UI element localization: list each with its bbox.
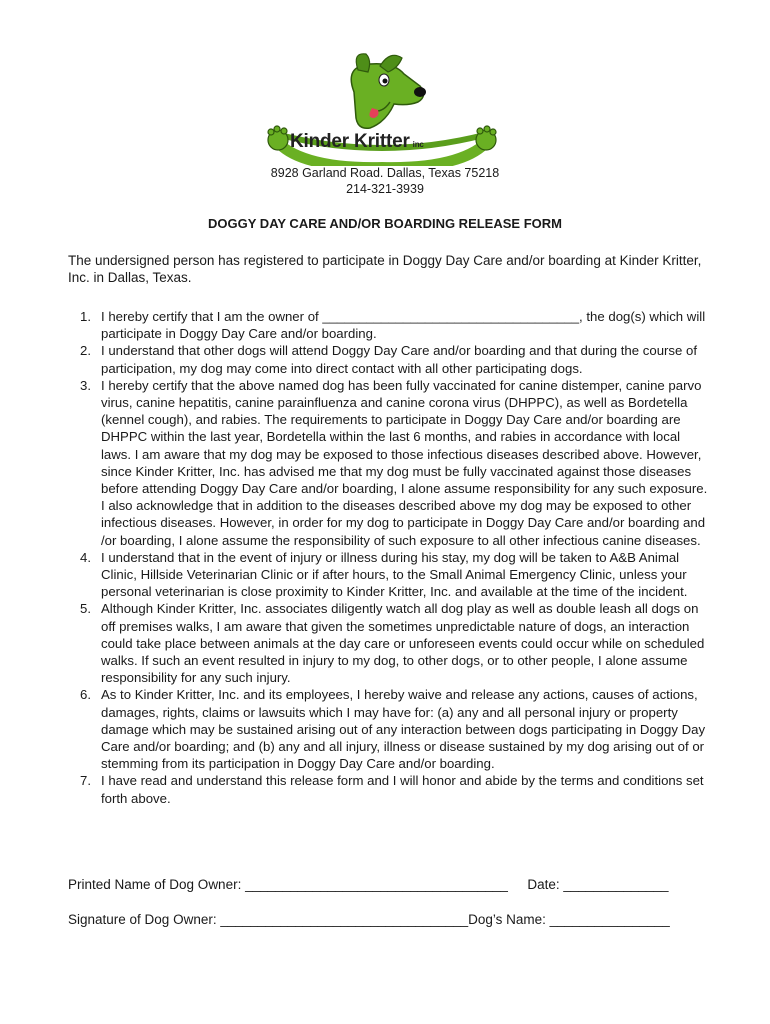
list-item (68, 308, 708, 342)
item-number: 5. (80, 601, 91, 617)
dog-name-field-tail[interactable]: ___ (647, 912, 670, 927)
form-title: DOGGY DAY CARE AND/OR BOARDING RELEASE FORM (208, 216, 562, 231)
terms-list (68, 308, 708, 807)
printed-name-row (68, 877, 708, 892)
item-number: 3. (80, 377, 91, 393)
list-item (68, 600, 708, 686)
dog-head-icon (351, 54, 426, 128)
item-text: I hereby certify that I am the owner of ___________________________________, the dog(s) which will participate in Doggy Day Care and/or boarding. (101, 309, 706, 342)
printed-name-field[interactable]: Printed Name of Dog Owner: ___________________________________ (68, 877, 508, 892)
item-number: 4. (80, 549, 91, 565)
company-suffix: inc (412, 140, 424, 149)
item-text: I understand that in the event of injury or illness during his stay, my dog will be taken to A&B Animal Clinic, Hillside Veterinarian Clinic or if after hours, to the Small Animal Emergency Clinic, unless your personal veterinarian is close proximity to Kinder Kritter, Inc. and available at the time of the incident. (101, 549, 688, 600)
form-intro: The undersigned person has registered to participate in Doggy Day Care and/or boarding at Kinder Kritter, Inc. in Dallas, Texas. (68, 253, 702, 285)
company-phone: 214-321-3939 (346, 182, 424, 196)
item-number: 7. (80, 773, 91, 789)
list-item (68, 549, 708, 601)
left-paw-icon (268, 126, 288, 150)
item-number: 2. (80, 343, 91, 359)
item-text: As to Kinder Kritter, Inc. and its employees, I hereby waive and release any actions, causes of actions, damages, rights, claims or lawsuits which I may have for: (a) any and all personal injury or property damage which may be sustained arising out of any interaction between dogs participating in Doggy Day Care and/or boarding; and (b) any and all injury, illness or disease sustained by my dog arising out of or stemming from its participation in Doggy Day Care and/or boarding. (101, 687, 706, 772)
item-text: I understand that other dogs will attend Doggy Day Care and/or boarding and that during the course of participation, my dog may come into direct contact with all other participating dogs. (101, 343, 698, 376)
list-item (68, 772, 708, 806)
item-text: I have read and understand this release form and I will honor and abide by the terms and conditions set forth above. (101, 773, 704, 806)
item-number: 1. (80, 309, 91, 324)
company-address: 8928 Garland Road. Dallas, Texas 75218 (270, 166, 500, 180)
list-item (68, 377, 708, 549)
item-number: 6. (80, 687, 91, 703)
right-paw-icon (476, 126, 496, 150)
signature-row (68, 912, 708, 927)
signature-and-dog-name-field[interactable]: Signature of Dog Owner: _________________________________Dog’s Name: _____________ (68, 912, 648, 927)
item-text: I hereby certify that the above named dog has been fully vaccinated for canine distemper, canine parvo virus, canine hepatitis, canine parainfluenza and canine corona virus (DHPPC), as well as Bordetella (kennel cough), and rabies. The requirements to participate in Doggy Day Care and/or boarding are DHPPC within the last year, Bordetella within the last 6 months, and rabies in accordance with local laws. I am aware that my dog may be exposed to those infectious diseases described above. However, since Kinder Kritter, Inc. has advised me that my dog must be fully vaccinated against those diseases before attending Doggy Day Care and/or boarding, I alone assume responsibility for any such exposure. I also acknowledge that in addition to the diseases described above my dog may be exposed to other infectious diseases. However, in order for my dog to participate in Doggy Day Care and/or boarding and /or boarding, I alone assume the responsibility of such exposure to all other infectious canine diseases. (101, 377, 708, 548)
date-field[interactable]: Date: ______________ (527, 877, 669, 892)
list-item (68, 342, 708, 376)
item-text: Although Kinder Kritter, Inc. associates diligently watch all dog play as well as double leash all dogs on off premises walks, I am aware that given the sometimes unpredictable nature of dogs, an interaction could take place between animals at the day care or unforeseen events could occur while on scheduled walks. If such an event resulted in injury to my dog, to other dogs, or to other people, I alone assume responsibility for any such injury. (101, 601, 705, 686)
company-name: Kinder Kritter inc (290, 131, 424, 152)
list-item (68, 686, 708, 772)
